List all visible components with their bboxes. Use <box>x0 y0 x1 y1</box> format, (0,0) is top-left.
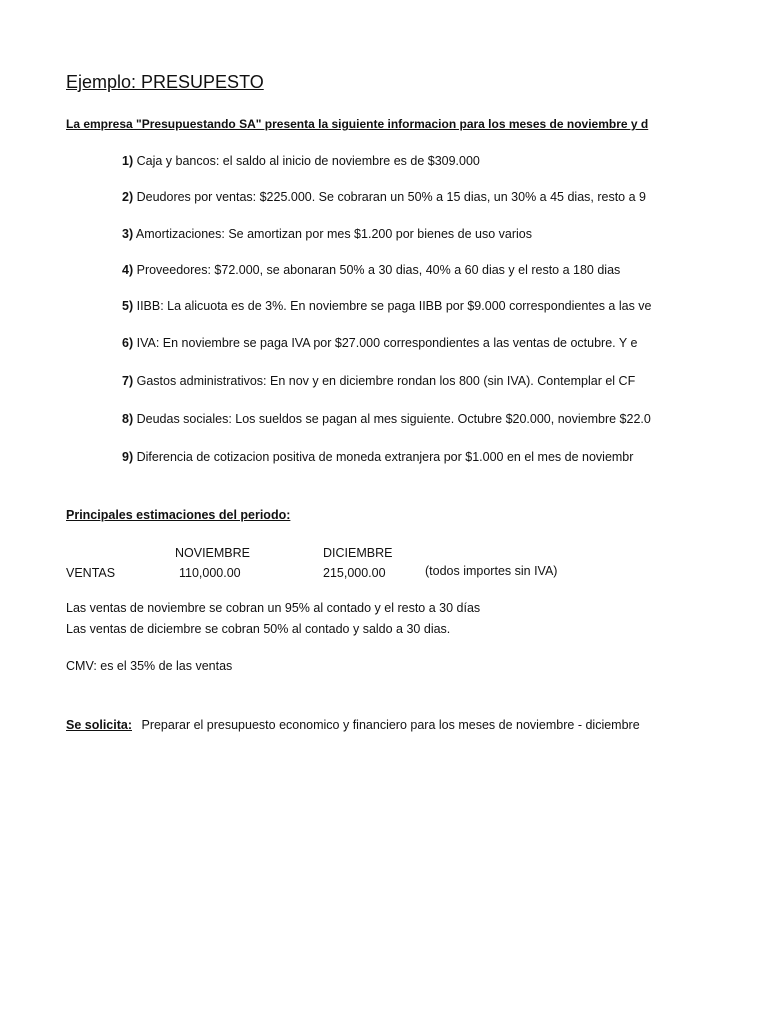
ventas-noviembre-value: 110,000.00 <box>179 566 241 580</box>
item-text: Deudores por ventas: $225.000. Se cobraran un 50% a 15 dias, un 30% a 45 dias, resto a 9 <box>136 190 646 204</box>
row-label-ventas: VENTAS <box>66 566 116 580</box>
list-item <box>122 154 480 168</box>
list-item <box>122 374 635 388</box>
list-item <box>122 227 532 241</box>
column-header-noviembre: NOVIEMBRE <box>175 546 251 560</box>
item-number: 3) <box>122 227 134 241</box>
column-header-diciembre: DICIEMBRE <box>323 546 393 560</box>
page-title: Ejemplo: PRESUPESTO <box>66 72 264 92</box>
list-item <box>122 336 637 350</box>
note-line: Las ventas de noviembre se cobran un 95% al contado y el resto a 30 días <box>66 601 481 615</box>
list-item <box>122 299 652 313</box>
item-text: Amortizaciones: Se amortizan por mes $1.200 por bienes de uso varios <box>135 227 532 241</box>
item-number: 7) <box>122 374 134 388</box>
item-text: Deudas sociales: Los sueldos se pagan al mes siguiente. Octubre $20.000, noviembre $22.0 <box>136 412 651 426</box>
item-text: Proveedores: $72.000, se abonaran 50% a 30 dias, 40% a 60 dias y el resto a 180 dias <box>136 263 621 277</box>
table-note: (todos importes sin IVA) <box>425 564 558 578</box>
item-text: Diferencia de cotizacion positiva de moneda extranjera por $1.000 en el mes de noviembr <box>136 450 634 464</box>
solicita-text: Preparar el presupuesto economico y financiero para los meses de noviembre - diciembre <box>141 718 640 732</box>
note-line: Las ventas de diciembre se cobran 50% al contado y saldo a 30 dias. <box>66 622 451 636</box>
item-number: 4) <box>122 263 134 277</box>
item-number: 6) <box>122 336 134 350</box>
item-number: 5) <box>122 299 134 313</box>
item-number: 8) <box>122 412 134 426</box>
item-text: IVA: En noviembre se paga IVA por $27.000 correspondientes a las ventas de octubre. Y e <box>136 336 638 350</box>
list-item <box>122 450 633 464</box>
ventas-diciembre-value: 215,000.00 <box>323 566 386 580</box>
solicita-label: Se solicita: <box>66 718 132 732</box>
cmv-note: CMV: es el 35% de las ventas <box>66 659 233 673</box>
item-number: 2) <box>122 190 134 204</box>
item-text: IIBB: La alicuota es de 3%. En noviembre se paga IIBB por $9.000 correspondientes a las ve <box>136 299 652 313</box>
item-number: 9) <box>122 450 134 464</box>
intro-text: La empresa "Presupuestando SA" presenta la siguiente informacion para los meses de noviembre y d <box>66 117 649 131</box>
list-item <box>122 190 646 204</box>
list-item <box>122 412 651 426</box>
item-text: Gastos administrativos: En nov y en diciembre rondan los 800 (sin IVA). Contemplar el CF <box>136 374 636 388</box>
item-text: Caja y bancos: el saldo al inicio de noviembre es de $309.000 <box>136 154 480 168</box>
section-heading: Principales estimaciones del periodo: <box>66 508 291 522</box>
list-item <box>122 263 620 277</box>
solicita-line <box>66 718 640 732</box>
item-number: 1) <box>122 154 134 168</box>
